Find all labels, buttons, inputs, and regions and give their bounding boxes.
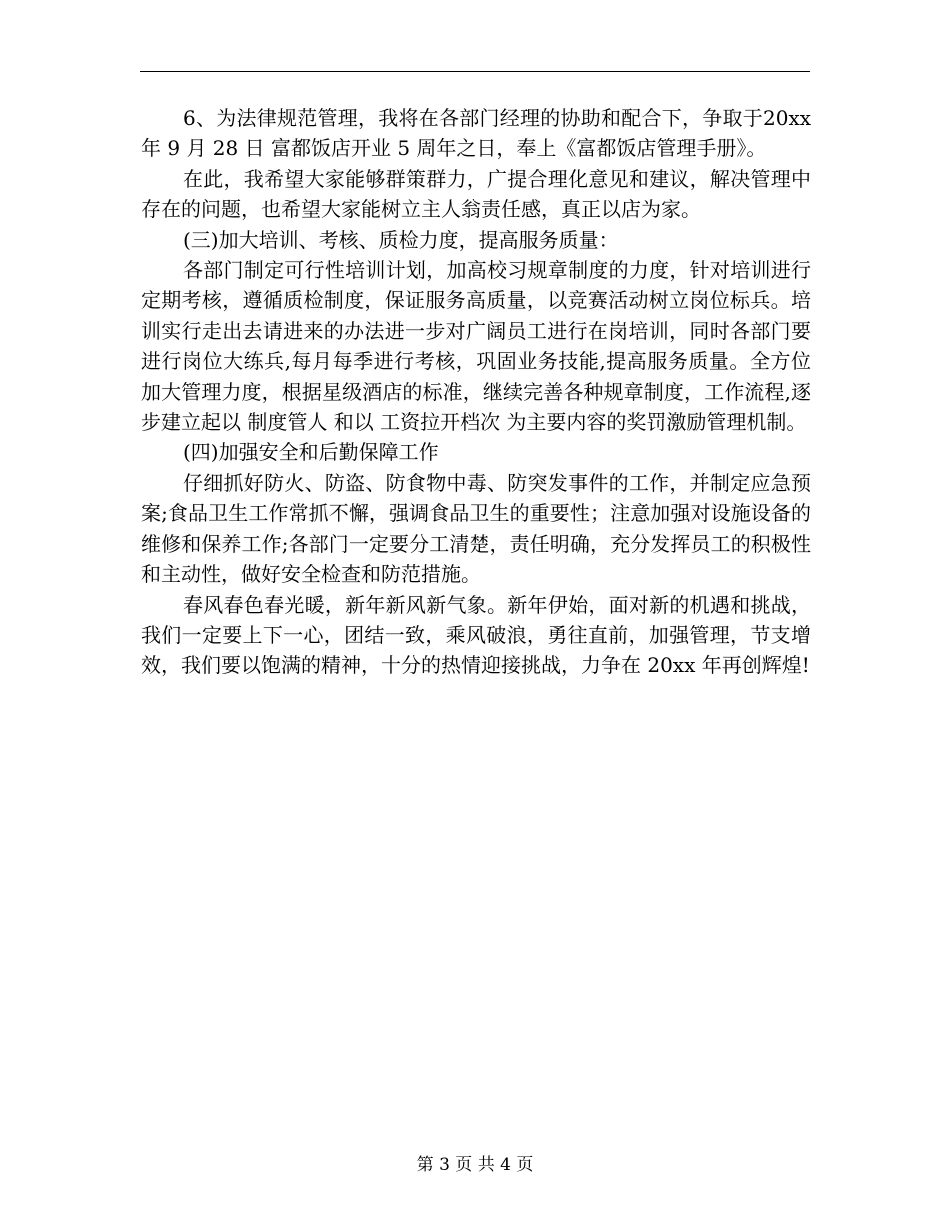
paragraph-training: 各部门制定可行性培训计划，加高校习规章制度的力度，针对培训进行定期考核，遵循质检制度，保证服务高质量，以竞赛活动树立岗位标兵。培训实行走出去请进来的办法进一步对广阔员工进行在岗培训，同时各部门要进行岗位大练兵,每月每季进行考核，巩固业务技能,提高服务质量。全方位加大管理力度，根据星级酒店的标准，继续完善各种规章制度，工作流程,逐步建立起以 制度管人 和以 工资拉开档次 为主要内容的奖罚激励管理机制。 xyxy=(141,258,811,435)
paragraph-suggestions: 在此，我希望大家能够群策群力，广提合理化意见和建议，解决管理中存在的问题，也希望大家能树立主人翁责任感，真正以店为家。 xyxy=(141,166,811,222)
header-rule xyxy=(140,71,810,72)
page-number-footer: 第 3 页 共 4 页 xyxy=(416,1155,534,1175)
paragraph-safety: 仔细抓好防火、防盗、防食物中毒、防突发事件的工作，并制定应急预案;食品卫生工作常抓不懈，强调食品卫生的重要性；注意加强对设施设备的维修和保养工作;各部门一定要分工清楚，责任明确，充分发挥员工的积极性和主动性，做好安全检查和防范措施。 xyxy=(141,470,811,587)
section-heading-safety: (四)加强安全和后勤保障工作 xyxy=(183,440,439,465)
paragraph-management-manual: 6、为法律规范管理，我将在各部门经理的协助和配合下，争取于20xx 年 9 月 28 日 富都饭店开业 5 周年之日，奉上《富都饭店管理手册》。 xyxy=(141,106,818,161)
paragraph-closing: 春风春色春光暖，新年新风新气象。新年伊始，面对新的机遇和挑战，我们一定要上下一心，团结一致，乘风破浪，勇往直前，加强管理，节支增效，我们要以饱满的精神，十分的热情迎接挑战，力争在 20xx 年再创辉煌! xyxy=(141,592,811,678)
document-body xyxy=(141,103,818,681)
section-heading-training: (三)加大培训、考核、质检力度，提高服务质量： xyxy=(183,227,619,252)
